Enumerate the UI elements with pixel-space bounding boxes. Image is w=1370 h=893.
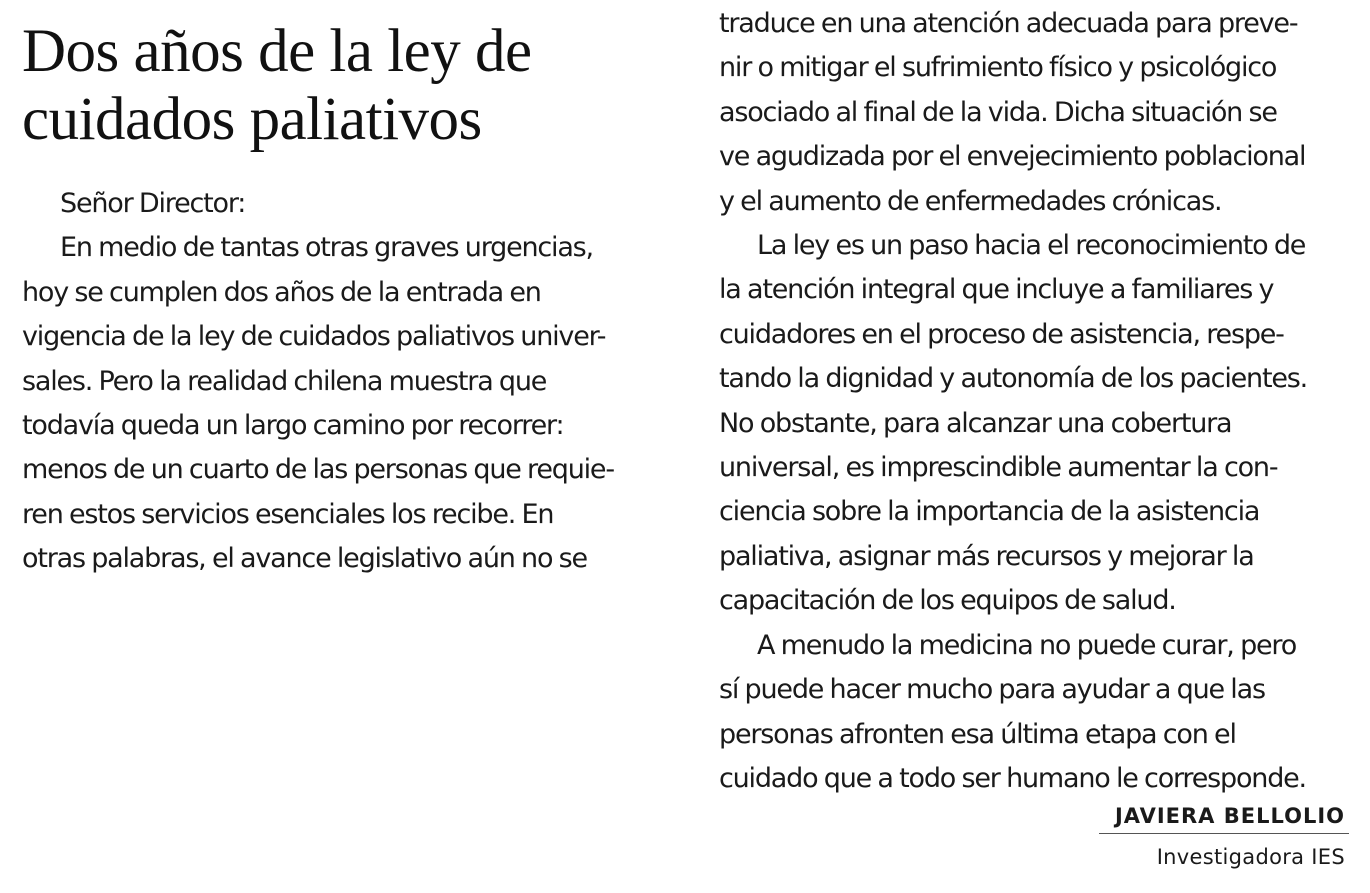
signature-block (719, 801, 1349, 872)
body-line: capacitación de los equipos de salud. (719, 585, 1176, 617)
body-line: La ley es un paso hacia el reconocimiento de (757, 230, 1306, 262)
body-line: la atención integral que incluye a familiares y (719, 274, 1274, 306)
body-line: ve agudizada por el envejecimiento poblacional (719, 141, 1306, 173)
signature-divider (1099, 833, 1349, 834)
right-column (719, 2, 1349, 872)
body-line: tando la dignidad y autonomía de los pacientes. (719, 363, 1308, 395)
body-line: sales. Pero la realidad chilena muestra que (22, 365, 547, 397)
body-line: En medio de tantas otras graves urgencias, (60, 232, 593, 264)
author-title: Investigadora IES (1156, 845, 1345, 870)
body-line: ciencia sobre la importancia de la asistencia (719, 496, 1260, 528)
body-line: A menudo la medicina no puede curar, pero (757, 629, 1297, 661)
headline (22, 18, 652, 154)
headline-line: Dos años de la ley de (22, 18, 532, 85)
body-line: nir o mitigar el sufrimiento físico y psicológico (719, 52, 1277, 84)
paragraph (719, 224, 1349, 624)
body-line: cuidadores en el proceso de asistencia, respe- (719, 318, 1284, 350)
body-line: hoy se cumplen dos años de la entrada en (22, 276, 541, 308)
body-line: y el aumento de enfermedades crónicas. (719, 185, 1222, 217)
salutation: Señor Director: (60, 188, 246, 219)
body-line: vigencia de la ley de cuidados paliativos univer- (22, 321, 606, 353)
body-line: todavía queda un largo camino por recorrer: (22, 410, 564, 442)
body-line: No obstante, para alcanzar una cobertura (719, 407, 1232, 439)
paragraph (719, 2, 1349, 224)
paragraph (719, 624, 1349, 802)
body-line: traduce en una atención adecuada para preve- (719, 8, 1298, 39)
left-column-body (22, 182, 652, 582)
body-line: otras palabras, el avance legislativo aún no se (22, 543, 587, 575)
headline-line: cuidados paliativos (22, 86, 482, 153)
body-line: ren estos servicios esenciales los recibe. En (22, 498, 554, 530)
body-line: cuidado que a todo ser humano le corresponde. (719, 762, 1306, 794)
body-line: sí puede hacer mucho para ayudar a que las (719, 674, 1265, 706)
body-line: menos de un cuarto de las personas que requie- (22, 454, 614, 486)
body-line: personas afronten esa última etapa con el (719, 718, 1236, 750)
body-line: paliativa, asignar más recursos y mejorar la (719, 540, 1254, 572)
body-line: asociado al final de la vida. Dicha situación se (719, 96, 1277, 128)
left-column (22, 18, 652, 582)
body-line: universal, es imprescindible aumentar la con- (719, 452, 1278, 484)
author-name: JAVIERA BELLOLIO (1114, 804, 1345, 829)
